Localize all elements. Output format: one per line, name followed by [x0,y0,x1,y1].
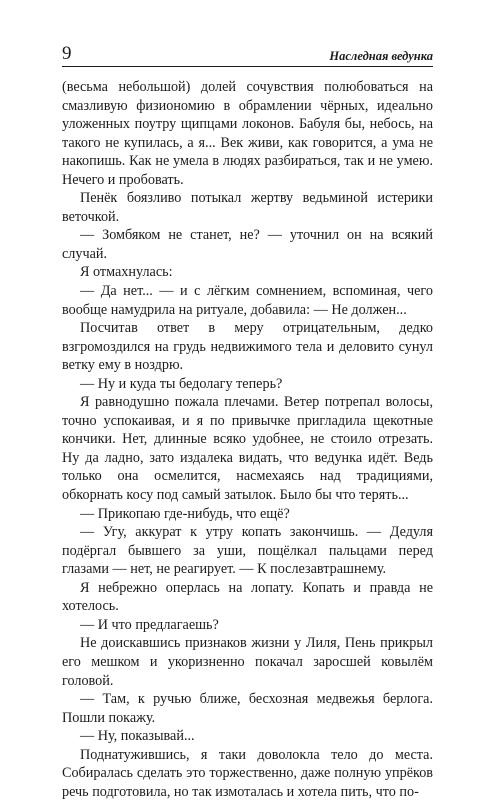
page-header [62,38,433,67]
running-title: Наследная ведунка [329,48,433,63]
paragraph: — Да нет... — и с лёгким сомнением, вспоминая, чего вообще намудрила на ритуале, добавила: — Не должен... [62,283,433,318]
paragraph: (весьма небольшой) долей сочувствия полюбоваться на смазливую физиономию в обрамлении чёрных, идеально уложенных поутру щипцами локонов. Бабуля бы, небось, на такого не купилась, а я... Век живи, как говорится, а ума не накопишь. Как не умела в людях разбираться, так и не умею. Нечего и пробовать. [62,79,433,188]
paragraph: — Зомбяком не станет, не? — уточнил он на всякий случай. [62,227,433,262]
paragraph: — Угу, аккурат к утру копать закончишь. — Дедуля подёргал бывшего за уши, пощёлкал пальцами перед глазами — нет, не реагирует. — К послезавтрашнему. [62,524,433,578]
paragraph: Не доискавшись признаков жизни у Лиля, Пень прикрыл его мешком и укоризненно покачал заросшей ковылём головой. [62,635,433,689]
paragraph: Посчитав ответ в меру отрицательным, дедко взгромоздился на грудь недвижимого тела и деловито сунул ветку ему в ноздрю. [62,320,433,374]
page-number: 9 [62,43,72,64]
paragraph: — Ну, показывай... [80,728,195,745]
paragraph: — Там, к ручью ближе, бесхозная медвежья берлога. Пошли покажу. [62,691,433,726]
paragraph: — И что предлагаешь? [80,616,219,633]
paragraph: Пенёк боязливо потыкал жертву ведьминой истерики веточкой. [62,190,433,225]
text-body [62,78,433,801]
paragraph: — Ну и куда ты бедолагу теперь? [80,375,283,392]
paragraph: Поднатужившись, я таки доволокла тело до места. Собиралась сделать это торжественно, даже полную упрёков речь подготовила, но так измоталась и хотела пить, что по- [62,746,433,800]
paragraph: — Прикопаю где-нибудь, что ещё? [80,505,290,522]
paragraph: Я равнодушно пожала плечами. Ветер потрепал волосы, точно успокаивая, и я по привычке пригладила щекотные кончики. Нет, длинные всяко удобнее, не стоило отрезать. Ну да ладно, зато издалека видать, что ведунка идёт. Ведь только она осмелится, насмехаясь над традициями, обкорнать косу под самый затылок. Было бы что терять... [62,394,433,504]
paragraph: Я небрежно оперлась на лопату. Копать и правда не хотелось. [62,579,433,615]
paragraph: Я отмахнулась: [80,264,173,281]
